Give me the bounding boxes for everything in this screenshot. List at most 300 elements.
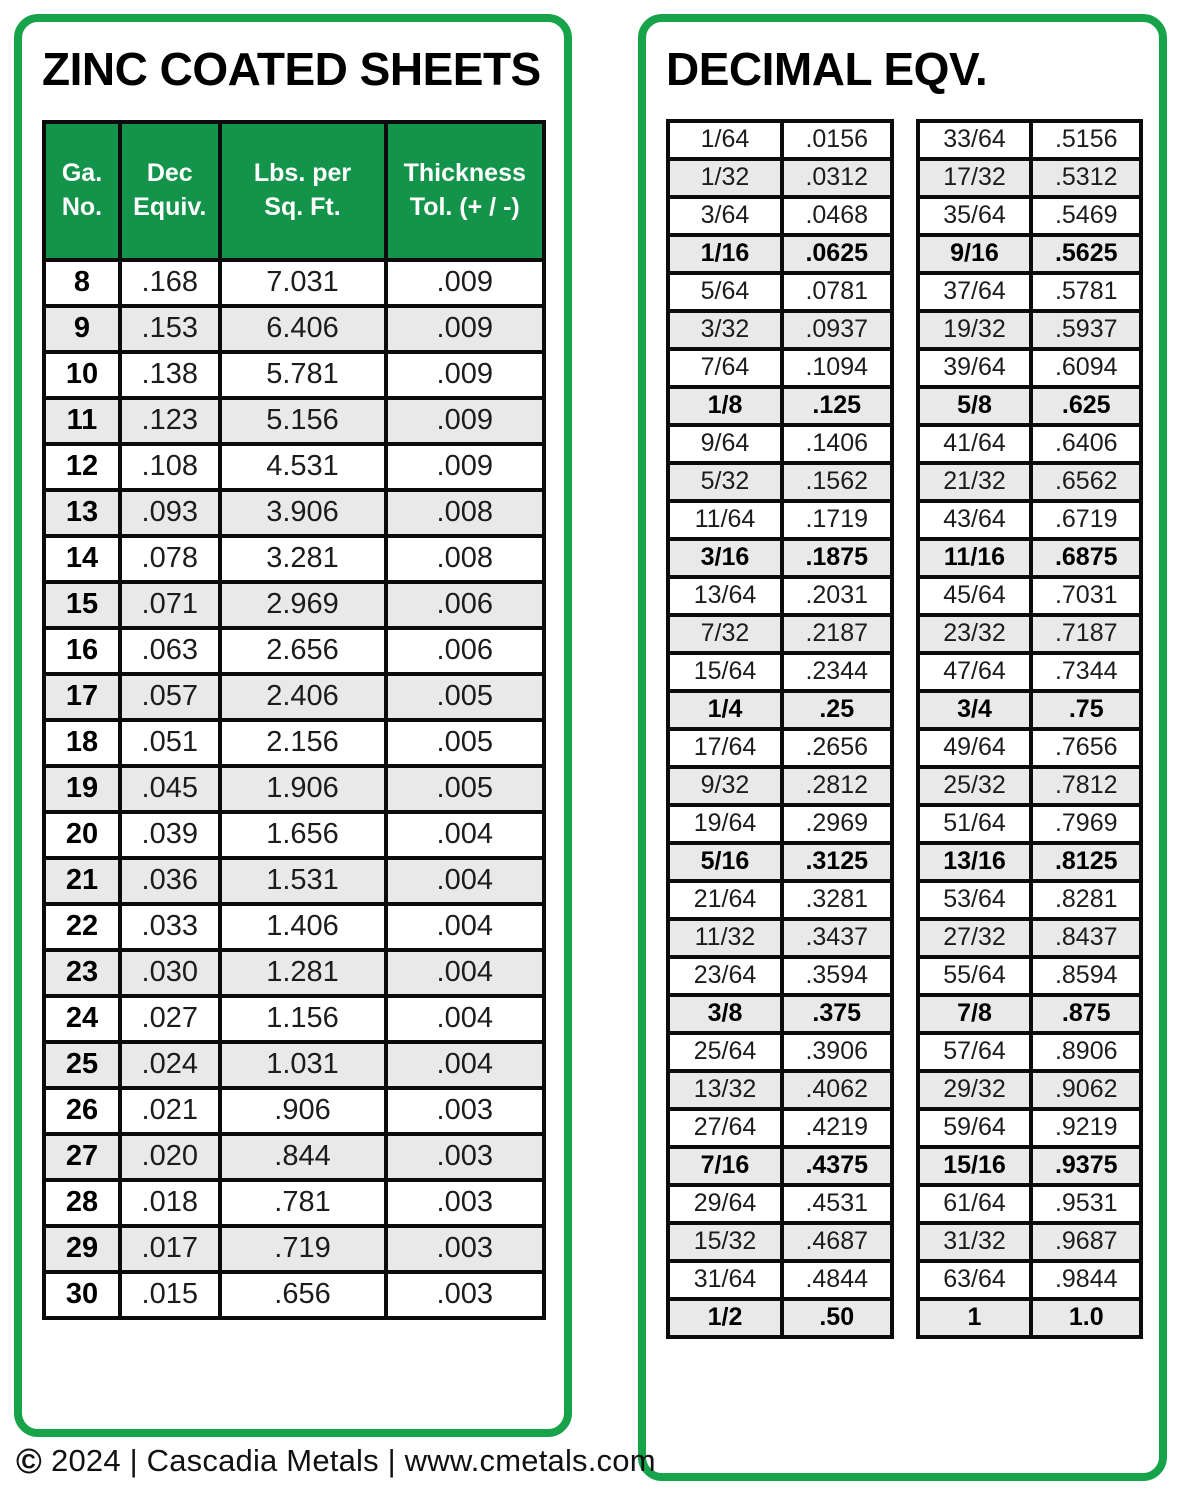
gauge-number: 25 (44, 1042, 120, 1088)
decimal-table-row (668, 577, 892, 615)
zinc-table-row (44, 904, 544, 950)
gauge-number: 20 (44, 812, 120, 858)
thickness-tol-value: .008 (386, 536, 545, 582)
decimal-table-row (918, 995, 1142, 1033)
fraction-value: 9/16 (918, 235, 1032, 273)
column-header-dec-equiv: Dec Equiv. (120, 122, 220, 260)
decimal-value: .3906 (782, 1033, 892, 1071)
thickness-tol-value: .004 (386, 996, 545, 1042)
fraction-value: 1/8 (668, 387, 782, 425)
decimal-table-row (668, 1223, 892, 1261)
dec-equiv-value: .138 (120, 352, 220, 398)
decimal-table-row (918, 1185, 1142, 1223)
decimal-table-row (918, 957, 1142, 995)
fraction-value: 9/32 (668, 767, 782, 805)
thickness-tol-value: .009 (386, 260, 545, 306)
fraction-value: 17/64 (668, 729, 782, 767)
zinc-table-row (44, 766, 544, 812)
decimal-value: .0312 (782, 159, 892, 197)
decimal-value: .7344 (1031, 653, 1141, 691)
thickness-tol-value: .003 (386, 1180, 545, 1226)
decimal-value: .1719 (782, 501, 892, 539)
decimal-value: .4844 (782, 1261, 892, 1299)
zinc-table-row (44, 996, 544, 1042)
lbs-per-sqft-value: 2.969 (220, 582, 386, 628)
fraction-value: 3/32 (668, 311, 782, 349)
decimal-table-row (918, 235, 1142, 273)
gauge-number: 10 (44, 352, 120, 398)
thickness-tol-value: .009 (386, 398, 545, 444)
decimal-table-row (918, 273, 1142, 311)
decimal-table-row (918, 387, 1142, 425)
zinc-table-row (44, 812, 544, 858)
zinc-table-row (44, 1180, 544, 1226)
fraction-value: 33/64 (918, 121, 1032, 159)
fraction-value: 45/64 (918, 577, 1032, 615)
gauge-number: 18 (44, 720, 120, 766)
decimal-table-row (668, 957, 892, 995)
decimal-table-row (918, 1109, 1142, 1147)
thickness-tol-value: .005 (386, 674, 545, 720)
decimal-table-row (668, 881, 892, 919)
dec-equiv-value: .030 (120, 950, 220, 996)
decimal-table-row (668, 729, 892, 767)
dec-equiv-value: .024 (120, 1042, 220, 1088)
zinc-sheets-title: ZINC COATED SHEETS (42, 43, 541, 95)
decimal-value: .7187 (1031, 615, 1141, 653)
dec-equiv-value: .039 (120, 812, 220, 858)
fraction-value: 1/2 (668, 1299, 782, 1337)
decimal-table-row (918, 691, 1142, 729)
lbs-per-sqft-value: 2.656 (220, 628, 386, 674)
fraction-value: 35/64 (918, 197, 1032, 235)
fraction-value: 3/4 (918, 691, 1032, 729)
fraction-value: 31/32 (918, 1223, 1032, 1261)
decimal-tables-container (666, 119, 1143, 1339)
thickness-tol-value: .006 (386, 582, 545, 628)
dec-equiv-value: .020 (120, 1134, 220, 1180)
decimal-value: .0781 (782, 273, 892, 311)
decimal-table-row (668, 1147, 892, 1185)
lbs-per-sqft-value: 4.531 (220, 444, 386, 490)
dec-equiv-value: .071 (120, 582, 220, 628)
decimal-value: .4687 (782, 1223, 892, 1261)
copyright-icon: © (16, 1441, 42, 1481)
fraction-value: 41/64 (918, 425, 1032, 463)
fraction-value: 21/64 (668, 881, 782, 919)
footer-credit (16, 1443, 656, 1479)
decimal-table-row (918, 767, 1142, 805)
thickness-tol-value: .004 (386, 812, 545, 858)
decimal-value: .9687 (1031, 1223, 1141, 1261)
decimal-table-row (918, 805, 1142, 843)
gauge-number: 22 (44, 904, 120, 950)
gauge-number: 15 (44, 582, 120, 628)
fraction-value: 5/16 (668, 843, 782, 881)
zinc-table-row (44, 490, 544, 536)
zinc-table-row (44, 1088, 544, 1134)
decimal-value: .5312 (1031, 159, 1141, 197)
lbs-per-sqft-value: 3.906 (220, 490, 386, 536)
fraction-value: 29/32 (918, 1071, 1032, 1109)
decimal-value: .6875 (1031, 539, 1141, 577)
fraction-value: 31/64 (668, 1261, 782, 1299)
decimal-table-row (918, 121, 1142, 159)
decimal-value: .8281 (1031, 881, 1141, 919)
fraction-value: 3/64 (668, 197, 782, 235)
gauge-number: 11 (44, 398, 120, 444)
zinc-table-row (44, 536, 544, 582)
decimal-value: .9219 (1031, 1109, 1141, 1147)
gauge-number: 29 (44, 1226, 120, 1272)
decimal-table-row (668, 463, 892, 501)
decimal-value: .4375 (782, 1147, 892, 1185)
decimal-table-row (668, 387, 892, 425)
fraction-value: 3/8 (668, 995, 782, 1033)
decimal-table-row (668, 121, 892, 159)
fraction-value: 11/32 (668, 919, 782, 957)
gauge-number: 19 (44, 766, 120, 812)
gauge-number: 30 (44, 1272, 120, 1318)
fraction-value: 17/32 (918, 159, 1032, 197)
decimal-value: .2344 (782, 653, 892, 691)
decimal-value: .50 (782, 1299, 892, 1337)
column-header-lbs-per-sqft: Lbs. per Sq. Ft. (220, 122, 386, 260)
gauge-number: 27 (44, 1134, 120, 1180)
decimal-value: .8906 (1031, 1033, 1141, 1071)
thickness-tol-value: .009 (386, 352, 545, 398)
lbs-per-sqft-value: 2.156 (220, 720, 386, 766)
decimal-value: .5625 (1031, 235, 1141, 273)
decimal-value: .25 (782, 691, 892, 729)
decimal-value: .6406 (1031, 425, 1141, 463)
decimal-value: .4219 (782, 1109, 892, 1147)
decimal-table-row (668, 805, 892, 843)
zinc-table-row (44, 1134, 544, 1180)
thickness-tol-value: .004 (386, 858, 545, 904)
lbs-per-sqft-value: 7.031 (220, 260, 386, 306)
dec-equiv-value: .063 (120, 628, 220, 674)
fraction-value: 23/64 (668, 957, 782, 995)
zinc-table-row (44, 398, 544, 444)
decimal-table-row (918, 1223, 1142, 1261)
dec-equiv-value: .078 (120, 536, 220, 582)
footer-text: 2024 | Cascadia Metals | www.cmetals.com (51, 1443, 656, 1478)
fraction-value: 5/64 (668, 273, 782, 311)
decimal-table-row (668, 1261, 892, 1299)
decimal-table-row (918, 1261, 1142, 1299)
zinc-table-row (44, 720, 544, 766)
decimal-value: .8437 (1031, 919, 1141, 957)
decimal-table-row (918, 197, 1142, 235)
decimal-table-row (668, 995, 892, 1033)
fraction-value: 1/32 (668, 159, 782, 197)
decimal-table-row (918, 539, 1142, 577)
decimal-table-row (668, 1071, 892, 1109)
decimal-value: .7969 (1031, 805, 1141, 843)
decimal-value: .8125 (1031, 843, 1141, 881)
lbs-per-sqft-value: 5.781 (220, 352, 386, 398)
fraction-value: 47/64 (918, 653, 1032, 691)
fraction-value: 11/64 (668, 501, 782, 539)
decimal-eqv-title: DECIMAL EQV. (666, 43, 988, 95)
fraction-value: 7/8 (918, 995, 1032, 1033)
decimal-table-row (918, 729, 1142, 767)
decimal-value: .1875 (782, 539, 892, 577)
decimal-table-row (918, 1033, 1142, 1071)
fraction-value: 27/64 (668, 1109, 782, 1147)
gauge-number: 13 (44, 490, 120, 536)
fraction-value: 7/16 (668, 1147, 782, 1185)
decimal-value: .2812 (782, 767, 892, 805)
dec-equiv-value: .036 (120, 858, 220, 904)
fraction-value: 13/32 (668, 1071, 782, 1109)
decimal-value: .6562 (1031, 463, 1141, 501)
column-header-thickness-tol: Thickness Tol. (+ / -) (386, 122, 545, 260)
fraction-value: 15/16 (918, 1147, 1032, 1185)
zinc-table-row (44, 444, 544, 490)
decimal-value: .9062 (1031, 1071, 1141, 1109)
decimal-table-row (668, 273, 892, 311)
thickness-tol-value: .005 (386, 720, 545, 766)
fraction-value: 23/32 (918, 615, 1032, 653)
decimal-value: .125 (782, 387, 892, 425)
fraction-value: 15/32 (668, 1223, 782, 1261)
decimal-table-row (918, 1071, 1142, 1109)
decimal-value: .3125 (782, 843, 892, 881)
thickness-tol-value: .003 (386, 1134, 545, 1180)
zinc-table-row (44, 950, 544, 996)
decimal-table-row (668, 425, 892, 463)
lbs-per-sqft-value: 1.156 (220, 996, 386, 1042)
decimal-table-row (918, 653, 1142, 691)
decimal-table-row (918, 881, 1142, 919)
decimal-table-row (918, 501, 1142, 539)
lbs-per-sqft-value: 5.156 (220, 398, 386, 444)
decimal-table-row (918, 577, 1142, 615)
lbs-per-sqft-value: 1.531 (220, 858, 386, 904)
decimal-value: .5156 (1031, 121, 1141, 159)
decimal-value: .5937 (1031, 311, 1141, 349)
decimal-table-row (668, 1109, 892, 1147)
decimal-table-row (668, 349, 892, 387)
lbs-per-sqft-value: 1.406 (220, 904, 386, 950)
gauge-number: 8 (44, 260, 120, 306)
dec-equiv-value: .168 (120, 260, 220, 306)
gauge-number: 24 (44, 996, 120, 1042)
fraction-value: 21/32 (918, 463, 1032, 501)
decimal-value: .2187 (782, 615, 892, 653)
decimal-value: .2656 (782, 729, 892, 767)
fraction-value: 3/16 (668, 539, 782, 577)
thickness-tol-value: .004 (386, 950, 545, 996)
dec-equiv-value: .051 (120, 720, 220, 766)
dec-equiv-value: .017 (120, 1226, 220, 1272)
dec-equiv-value: .153 (120, 306, 220, 352)
dec-equiv-value: .108 (120, 444, 220, 490)
dec-equiv-value: .057 (120, 674, 220, 720)
decimal-value: .8594 (1031, 957, 1141, 995)
decimal-value: .625 (1031, 387, 1141, 425)
gauge-number: 9 (44, 306, 120, 352)
fraction-value: 49/64 (918, 729, 1032, 767)
fraction-value: 1 (918, 1299, 1032, 1337)
lbs-per-sqft-value: .781 (220, 1180, 386, 1226)
gauge-number: 23 (44, 950, 120, 996)
lbs-per-sqft-value: .906 (220, 1088, 386, 1134)
thickness-tol-value: .003 (386, 1226, 545, 1272)
decimal-table-row (668, 653, 892, 691)
dec-equiv-value: .015 (120, 1272, 220, 1318)
decimal-value: .7031 (1031, 577, 1141, 615)
dec-equiv-value: .021 (120, 1088, 220, 1134)
decimal-value: .3437 (782, 919, 892, 957)
decimal-table-row (668, 1299, 892, 1337)
decimal-table-row (918, 919, 1142, 957)
lbs-per-sqft-value: 2.406 (220, 674, 386, 720)
thickness-tol-value: .009 (386, 306, 545, 352)
lbs-per-sqft-value: .844 (220, 1134, 386, 1180)
decimal-table-row (668, 843, 892, 881)
decimal-value: .875 (1031, 995, 1141, 1033)
zinc-sheets-card (14, 14, 572, 1437)
decimal-table-row (918, 425, 1142, 463)
fraction-value: 53/64 (918, 881, 1032, 919)
decimal-value: .5469 (1031, 197, 1141, 235)
decimal-value: .0468 (782, 197, 892, 235)
fraction-value: 25/32 (918, 767, 1032, 805)
decimal-value: .375 (782, 995, 892, 1033)
fraction-value: 63/64 (918, 1261, 1032, 1299)
fraction-value: 7/32 (668, 615, 782, 653)
decimal-table-right (916, 119, 1144, 1339)
zinc-table-row (44, 352, 544, 398)
fraction-value: 5/8 (918, 387, 1032, 425)
gauge-number: 12 (44, 444, 120, 490)
zinc-table-row (44, 628, 544, 674)
lbs-per-sqft-value: .719 (220, 1226, 386, 1272)
lbs-per-sqft-value: 1.906 (220, 766, 386, 812)
decimal-table-row (918, 159, 1142, 197)
thickness-tol-value: .003 (386, 1272, 545, 1318)
lbs-per-sqft-value: .656 (220, 1272, 386, 1318)
decimal-value: .0937 (782, 311, 892, 349)
decimal-value: .0156 (782, 121, 892, 159)
thickness-tol-value: .006 (386, 628, 545, 674)
zinc-table-row (44, 582, 544, 628)
decimal-table-row (918, 311, 1142, 349)
fraction-value: 39/64 (918, 349, 1032, 387)
fraction-value: 59/64 (918, 1109, 1032, 1147)
fraction-value: 37/64 (918, 273, 1032, 311)
decimal-value: .5781 (1031, 273, 1141, 311)
gauge-number: 17 (44, 674, 120, 720)
decimal-value: .7812 (1031, 767, 1141, 805)
fraction-value: 57/64 (918, 1033, 1032, 1071)
fraction-value: 1/64 (668, 121, 782, 159)
lbs-per-sqft-value: 3.281 (220, 536, 386, 582)
lbs-per-sqft-value: 1.031 (220, 1042, 386, 1088)
zinc-table-row (44, 260, 544, 306)
lbs-per-sqft-value: 1.656 (220, 812, 386, 858)
dec-equiv-value: .018 (120, 1180, 220, 1226)
decimal-table-row (918, 463, 1142, 501)
decimal-table-row (918, 843, 1142, 881)
fraction-value: 29/64 (668, 1185, 782, 1223)
decimal-table-row (918, 349, 1142, 387)
zinc-table-row (44, 858, 544, 904)
thickness-tol-value: .004 (386, 904, 545, 950)
decimal-table-row (668, 691, 892, 729)
decimal-value: 1.0 (1031, 1299, 1141, 1337)
dec-equiv-value: .027 (120, 996, 220, 1042)
fraction-value: 13/64 (668, 577, 782, 615)
decimal-table-row (668, 311, 892, 349)
gauge-number: 16 (44, 628, 120, 674)
lbs-per-sqft-value: 6.406 (220, 306, 386, 352)
gauge-number: 21 (44, 858, 120, 904)
decimal-value: .9844 (1031, 1261, 1141, 1299)
decimal-value: .1406 (782, 425, 892, 463)
decimal-table-row (668, 159, 892, 197)
dec-equiv-value: .045 (120, 766, 220, 812)
thickness-tol-value: .009 (386, 444, 545, 490)
dec-equiv-value: .033 (120, 904, 220, 950)
fraction-value: 1/16 (668, 235, 782, 273)
decimal-value: .6719 (1031, 501, 1141, 539)
decimal-table-row (668, 615, 892, 653)
decimal-value: .6094 (1031, 349, 1141, 387)
decimal-table-row (668, 501, 892, 539)
fraction-value: 55/64 (918, 957, 1032, 995)
thickness-tol-value: .008 (386, 490, 545, 536)
decimal-table-row (668, 539, 892, 577)
fraction-value: 9/64 (668, 425, 782, 463)
decimal-value: .2969 (782, 805, 892, 843)
decimal-value: .4531 (782, 1185, 892, 1223)
gauge-number: 28 (44, 1180, 120, 1226)
decimal-value: .9375 (1031, 1147, 1141, 1185)
decimal-eqv-card (638, 14, 1167, 1481)
decimal-value: .1562 (782, 463, 892, 501)
decimal-table-row (918, 615, 1142, 653)
fraction-value: 19/64 (668, 805, 782, 843)
zinc-table-row (44, 1042, 544, 1088)
fraction-value: 15/64 (668, 653, 782, 691)
fraction-value: 51/64 (918, 805, 1032, 843)
column-header-gauge-no: Ga. No. (44, 122, 120, 260)
fraction-value: 27/32 (918, 919, 1032, 957)
decimal-table-row (918, 1147, 1142, 1185)
decimal-value: .9531 (1031, 1185, 1141, 1223)
fraction-value: 13/16 (918, 843, 1032, 881)
dec-equiv-value: .093 (120, 490, 220, 536)
decimal-table-row (668, 919, 892, 957)
decimal-table-row (918, 1299, 1142, 1337)
decimal-value: .3594 (782, 957, 892, 995)
fraction-value: 25/64 (668, 1033, 782, 1071)
decimal-table-row (668, 767, 892, 805)
gauge-number: 26 (44, 1088, 120, 1134)
decimal-value: .75 (1031, 691, 1141, 729)
thickness-tol-value: .004 (386, 1042, 545, 1088)
decimal-value: .7656 (1031, 729, 1141, 767)
decimal-table-row (668, 1185, 892, 1223)
zinc-table-row (44, 1226, 544, 1272)
decimal-table-row (668, 1033, 892, 1071)
decimal-value: .0625 (782, 235, 892, 273)
decimal-value: .3281 (782, 881, 892, 919)
